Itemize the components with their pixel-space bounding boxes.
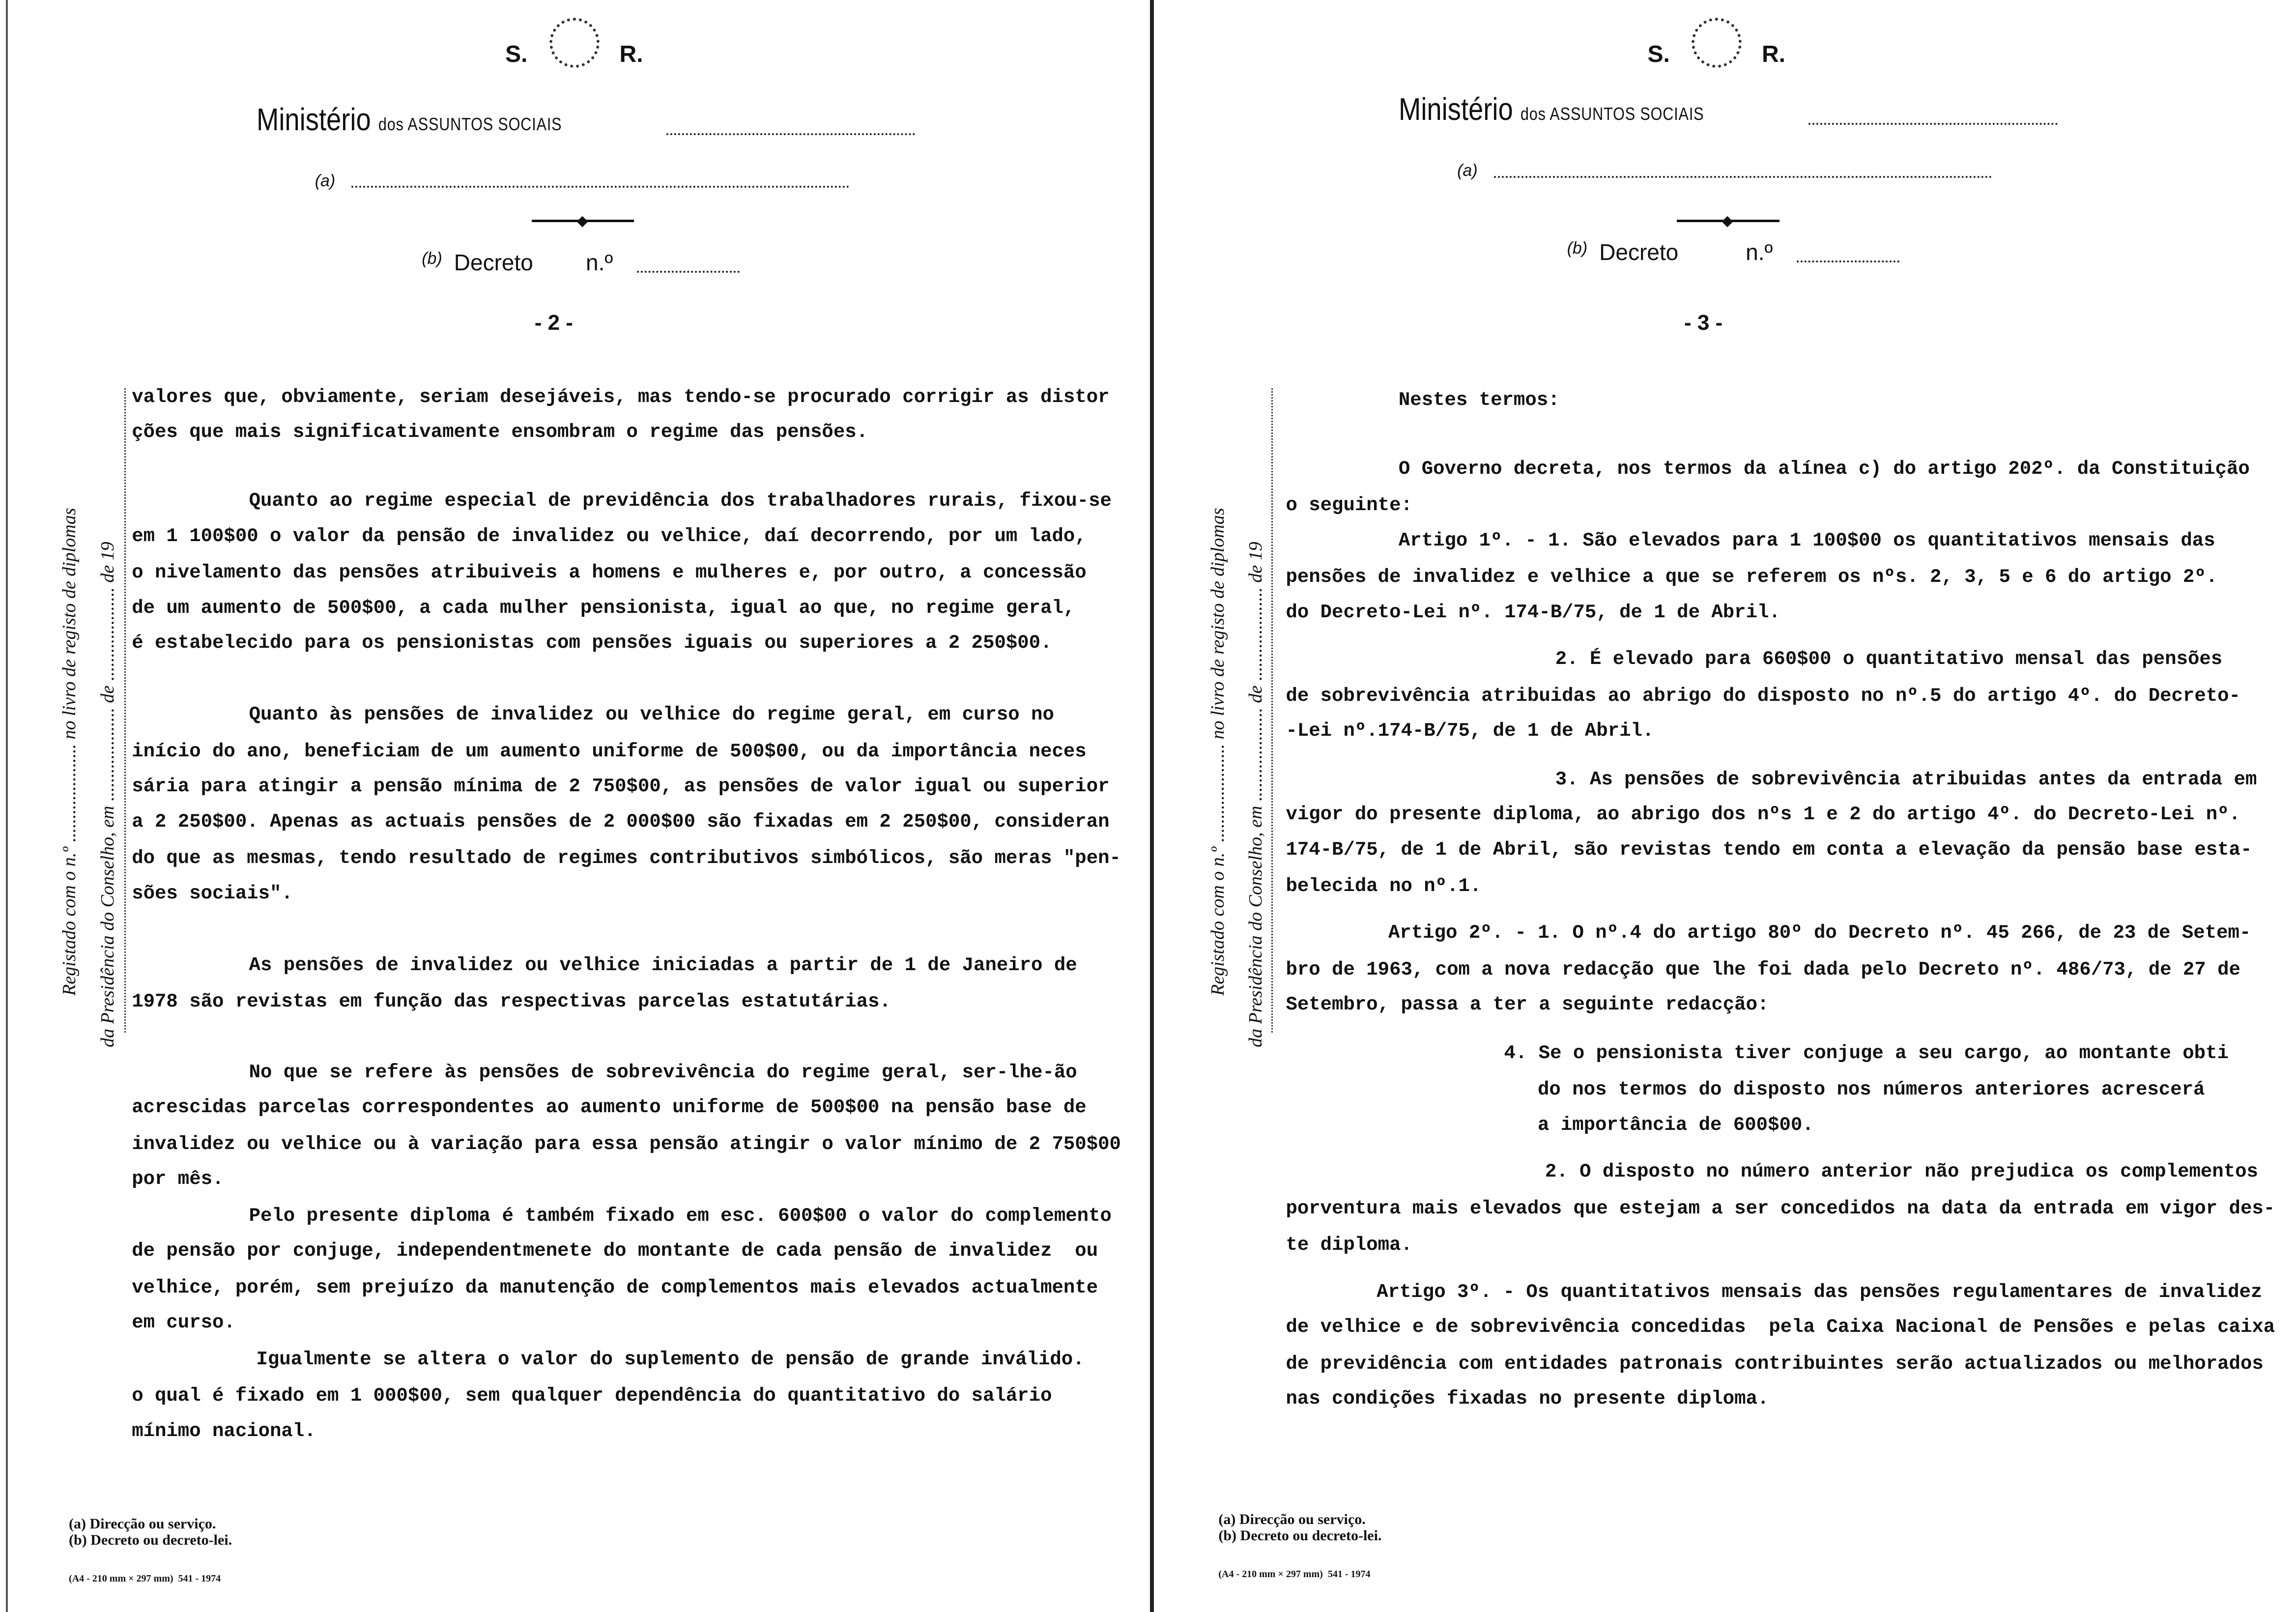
body-line: em 1 100$00 o valor da pensão de invalidez ou velhice, daí decorrendo, por um lado,: [132, 525, 1087, 547]
body-line: Setembro, passa a ter a seguinte redacção:: [1286, 994, 1769, 1016]
footnote-b: (b) Decreto ou decreto-lei.: [1218, 1527, 1382, 1544]
r-letter: R.: [1761, 41, 1785, 68]
a-label: (a): [315, 171, 336, 190]
s-letter: S.: [505, 41, 528, 68]
decree-number-dotted-line: [1797, 260, 1899, 262]
separator-diamond-icon: [1722, 216, 1733, 227]
ministry-name: dos ASSUNTOS SOCIAIS: [378, 114, 562, 134]
body-line: do Decreto-Lei nº. 174-B/75, de 1 de Abril.: [1286, 601, 1780, 623]
body-line: 2. É elevado para 660$00 o quantitativo mensal das pensões: [1555, 648, 2223, 670]
decree-number-dotted-line: [637, 271, 740, 273]
body-line: velhice, porém, sem prejuízo da manutenção de complementos mais elevados actualmente: [132, 1276, 1098, 1298]
ministry-heading: [1399, 91, 1704, 127]
body-line: belecida no nº.1.: [1286, 875, 1482, 897]
body-line: sária para atingir a pensão mínima de 2 750$00, as pensões de valor igual ou superior: [132, 776, 1110, 798]
body-line: 2. O disposto no número anterior não prejudica os complementos: [1545, 1161, 2258, 1183]
ministry-dotted-line: [666, 133, 916, 135]
body-line: No que se refere às pensões de sobrevivência do regime geral, ser-lhe-ão: [249, 1061, 1077, 1083]
a-label: (a): [1457, 161, 1478, 180]
body-line: do nos termos do disposto nos números anteriores acrescerá: [1538, 1079, 2205, 1101]
margin-council-note: da Presidência do Conselho, em .................... de .................... de 19: [1245, 541, 1266, 1047]
body-line: de previdência com entidades patronais contribuintes serão actualizados ou melhorados: [1286, 1353, 2264, 1375]
body-line: em curso.: [132, 1312, 235, 1334]
body-line: de sobrevivência atribuidas ao abrigo do disposto no nº.5 do artigo 4º. do Decreto-: [1286, 685, 2240, 707]
body-line: é estabelecido para os pensionistas com pensões iguais ou superiores a 2 250$00.: [132, 632, 1052, 654]
body-line: Pelo presente diploma é também fixado em esc. 600$00 o valor do complemento: [249, 1205, 1112, 1227]
body-line: por mês.: [132, 1168, 224, 1190]
decreto-label: Decreto: [1599, 239, 1679, 265]
coat-of-arms-emblem: [549, 18, 600, 68]
r-letter: R.: [619, 41, 643, 68]
body-line: porventura mais elevados que estejam a ser concedidos na data da entrada em vigor des-: [1286, 1197, 2275, 1219]
body-line: Artigo 1º. - 1. São elevados para 1 100$00 os quantitativos mensais das: [1398, 529, 2215, 551]
body-line: Artigo 2º. - 1. O nº.4 do artigo 80º do Decreto nº. 45 266, de 23 de Setem-: [1388, 922, 2251, 944]
numero-label: n.º: [586, 249, 613, 275]
coat-of-arms-emblem: [1692, 18, 1742, 68]
body-line: o nivelamento das pensões atribuiveis a homens e mulheres e, por outro, a concessão: [132, 562, 1087, 584]
body-line: valores que, obviamente, seriam desejáveis, mas tendo-se procurado corrigir as distor: [132, 386, 1110, 408]
ministerio-word: Ministério: [256, 101, 371, 137]
body-line: 3. As pensões de sobrevivência atribuidas antes da entrada em: [1555, 768, 2257, 790]
body-line: sões sociais".: [132, 882, 293, 904]
footnote-a: (a) Direcção ou serviço.: [69, 1516, 216, 1532]
body-line: As pensões de invalidez ou velhice iniciadas a partir de 1 de Janeiro de: [249, 954, 1077, 976]
b-label: (b): [422, 249, 442, 268]
body-line: -Lei nº.174-B/75, de 1 de Abril.: [1286, 720, 1654, 742]
body-line: Quanto às pensões de invalidez ou velhice do regime geral, em curso no: [249, 704, 1054, 726]
body-line: de pensão por conjuge, independentmenete do montante de cada pensão de invalidez ou: [132, 1240, 1098, 1262]
margin-registry-note: Registado com o n.º ..................... no livro de registo de diplomas: [1207, 508, 1228, 996]
body-line: a importância de 600$00.: [1538, 1114, 1814, 1136]
body-line: Quanto ao regime especial de previdência dos trabalhadores rurais, fixou-se: [249, 490, 1112, 512]
body-line: pensões de invalidez e velhice a que se referem os nºs. 2, 3, 5 e 6 do artigo 2º.: [1286, 566, 2218, 588]
margin-council-note: da Presidência do Conselho, em .................... de .................... de 19: [97, 541, 118, 1047]
decreto-label: Decreto: [454, 249, 533, 275]
body-line: Artigo 3º. - Os quantitativos mensais das pensões regulamentares de invalidez: [1377, 1281, 2263, 1303]
body-line: 4. Se o pensionista tiver conjuge a seu cargo, ao montante obti: [1504, 1042, 2229, 1064]
body-line: o seguinte:: [1286, 494, 1412, 517]
form-stamp: (A4 - 210 mm × 297 mm) 541 - 1974: [69, 1573, 221, 1584]
ministerio-word: Ministério: [1398, 91, 1513, 127]
body-line: o qual é fixado em 1 000$00, sem qualquer dependência do quantitativo do salário: [132, 1385, 1052, 1407]
margin-registry-note: Registado com o n.º ..................... no livro de registo de diplomas: [59, 508, 80, 996]
body-line: acrescidas parcelas correspondentes ao aumento uniforme de 500$00 na pensão base de: [132, 1096, 1087, 1119]
body-line: te diploma.: [1286, 1234, 1412, 1256]
body-line: vigor do presente diploma, ao abrigo dos nºs 1 e 2 do artigo 4º. do Decreto-Lei nº.: [1286, 804, 2240, 826]
ministry-name: dos ASSUNTOS SOCIAIS: [1520, 103, 1704, 124]
footnote-b: (b) Decreto ou decreto-lei.: [69, 1532, 232, 1549]
separator-diamond-icon: [577, 216, 588, 227]
margin-dotted-rule: [1271, 388, 1273, 1033]
body-line: mínimo nacional.: [132, 1420, 316, 1442]
b-label: (b): [1567, 238, 1588, 258]
body-line: do que as mesmas, tendo resultado de regimes contributivos simbólicos, são meras "pen-: [132, 847, 1121, 869]
s-letter: S.: [1647, 41, 1670, 68]
margin-dotted-rule: [124, 388, 126, 1033]
scan-edge: [6, 0, 8, 1612]
numero-label: n.º: [1746, 239, 1773, 265]
body-line: nas condições fixadas no presente diploma.: [1286, 1388, 1769, 1410]
page-divider: [1150, 0, 1154, 1612]
body-line: Igualmente se altera o valor do suplemento de pensão de grande inválido.: [256, 1348, 1085, 1370]
service-dotted-line: [1494, 176, 1992, 178]
page-number: - 2 -: [534, 310, 573, 335]
body-line: de um aumento de 500$00, a cada mulher pensionista, igual ao que, no regime geral,: [132, 597, 1075, 619]
body-line: bro de 1963, com a nova redacção que lhe foi dada pelo Decreto nº. 486/73, de 27 de: [1286, 958, 2240, 980]
page-number: - 3 -: [1684, 310, 1723, 335]
service-dotted-line: [351, 186, 849, 188]
body-line: invalidez ou velhice ou à variação para essa pensão atingir o valor mínimo de 2 750$00: [132, 1133, 1121, 1155]
body-line: de velhice e de sobrevivência concedidas pela Caixa Nacional de Pensões e pelas caixa: [1286, 1316, 2275, 1338]
form-stamp: (A4 - 210 mm × 297 mm) 541 - 1974: [1218, 1568, 1371, 1580]
body-line: Nestes termos:: [1398, 389, 1560, 411]
body-line: O Governo decreta, nos termos da alínea c) do artigo 202º. da Constituição: [1398, 458, 2250, 480]
footnote-a: (a) Direcção ou serviço.: [1218, 1511, 1366, 1528]
body-line: 1978 são revistas em função das respectivas parcelas estatutárias.: [132, 991, 891, 1013]
ministry-dotted-line: [1808, 123, 2058, 125]
body-line: a 2 250$00. Apenas as actuais pensões de 2 000$00 são fixadas em 2 250$00, consideran: [132, 810, 1110, 833]
body-line: início do ano, beneficiam de um aumento uniforme de 500$00, ou da importância neces: [132, 740, 1087, 762]
body-line: ções que mais significativamente ensombram o regime das pensões.: [132, 421, 868, 443]
body-line: 174-B/75, de 1 de Abril, são revistas tendo em conta a elevação da pensão base esta-: [1286, 838, 2252, 861]
ministry-heading: [257, 101, 562, 138]
